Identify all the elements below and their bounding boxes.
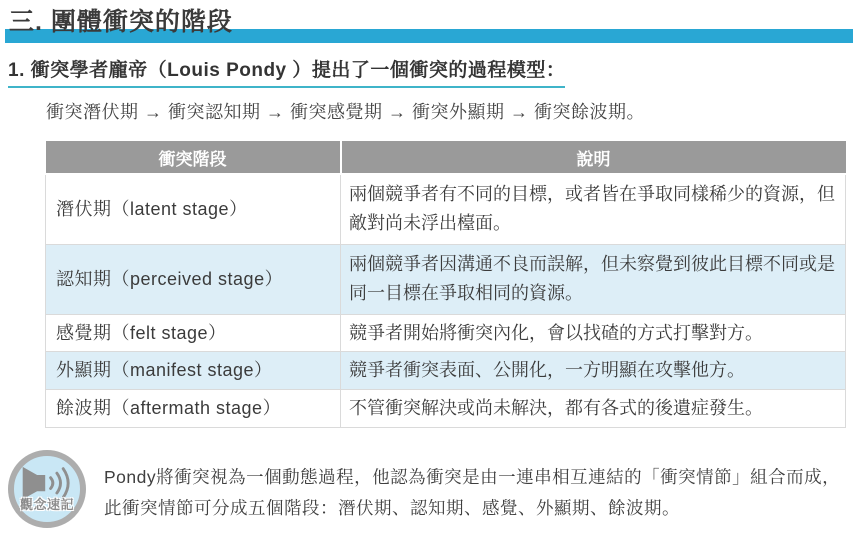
stage-description: 競爭者開始將衝突內化，會以找碴的方式打擊對方。 xyxy=(341,314,846,352)
stage-description: 不管衝突解決或尚未解決，都有各式的後遺症發生。 xyxy=(341,390,846,428)
table-row xyxy=(46,352,846,390)
conflict-stages-table xyxy=(45,139,846,428)
table-row xyxy=(46,314,846,352)
column-header-stage: 衝突階段 xyxy=(46,140,341,174)
column-header-description: 說明 xyxy=(341,140,846,174)
table-row xyxy=(46,244,846,314)
numbered-heading: 1. 衝突學者龐帝（Louis Pondy ）提出了一個衝突的過程模型： xyxy=(8,55,565,88)
stage-description: 競爭者衝突表面、公開化，一方明顯在攻擊他方。 xyxy=(341,352,846,390)
stage-name: 餘波期（aftermath stage） xyxy=(46,390,341,428)
stage-description: 兩個競爭者有不同的目標，或者皆在爭取同樣稀少的資源，但敵對尚未浮出檯面。 xyxy=(341,174,846,244)
stage-name: 感覺期（felt stage） xyxy=(46,314,341,352)
note-text: Pondy將衝突視為一個動態過程，他認為衝突是由一連串相互連結的「衝突情節」組合而成，此衝突情節可分成五個階段：潛伏期、認知期、感覺、外顯期、餘波期。 xyxy=(104,467,841,518)
table-header-row xyxy=(46,140,846,174)
stage-description: 兩個競爭者因溝通不良而誤解，但未察覺到彼此目標不同或是同一目標在爭取相同的資源。 xyxy=(341,244,846,314)
section-title-block xyxy=(5,2,853,43)
note-badge-label: 觀念速記 xyxy=(19,497,75,512)
concept-note xyxy=(8,450,853,528)
stage-flow-text: 衝突潛伏期 → 衝突認知期 → 衝突感覺期 → 衝突外顯期 → 衝突餘波期。 xyxy=(46,102,646,122)
table-row xyxy=(46,174,846,244)
speaker-icon xyxy=(8,450,86,528)
section-title: 三. 團體衝突的階段 xyxy=(9,8,233,36)
table-row xyxy=(46,390,846,428)
stage-name: 認知期（perceived stage） xyxy=(46,244,341,314)
stage-name: 外顯期（manifest stage） xyxy=(46,352,341,390)
stage-name: 潛伏期（latent stage） xyxy=(46,174,341,244)
